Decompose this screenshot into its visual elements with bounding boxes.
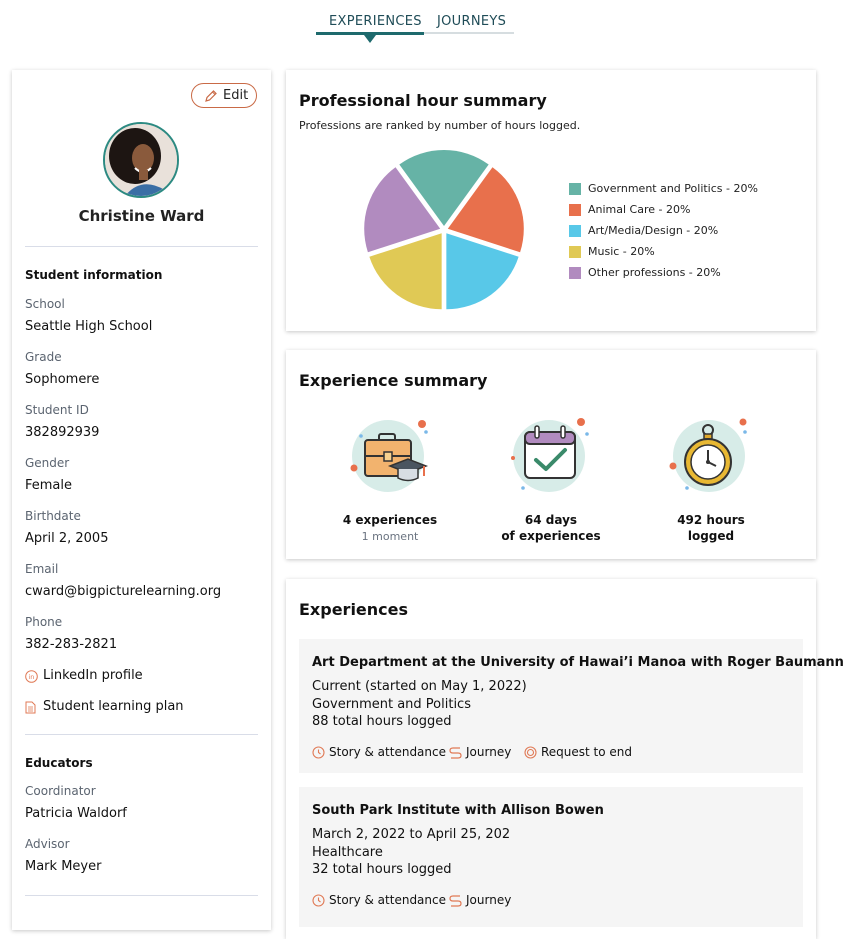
legend-swatch [569,267,581,279]
gender-label: Gender [25,456,70,470]
school-value: Seattle High School [25,319,153,334]
coordinator-label: Coordinator [25,784,96,798]
legend-label: Music - 20% [588,245,655,258]
journey-path-icon [449,746,462,759]
avatar-portrait-icon [105,124,177,196]
linkedin-icon [25,670,38,683]
stopwatch-icon [669,416,753,500]
stat-experiences [310,416,470,543]
tab-experiences[interactable]: EXPERIENCES [329,14,422,29]
experiences-title: Experiences [299,600,409,619]
stop-circle-icon [524,746,537,759]
avatar [103,122,179,198]
educators-heading: Educators [25,756,93,770]
legend-swatch [569,225,581,237]
edit-button[interactable] [191,83,257,108]
experience-title[interactable]: South Park Institute with Allison Bowen [312,803,604,818]
journey-path-icon [449,894,462,907]
stat-hours [631,416,791,544]
experience-profession: Government and Politics [312,697,471,712]
experience-hours: 88 total hours logged [312,714,452,729]
legend-swatch [569,183,581,195]
story-attendance-label: Story & attendance [329,745,446,759]
experience-hours: 32 total hours logged [312,862,452,877]
pie-chart [362,148,526,312]
stat-days-value: 64 days [524,513,578,527]
email-label: Email [25,562,59,576]
advisor-label: Advisor [25,837,70,851]
student-id-label: Student ID [25,403,89,417]
experience-summary-card [286,350,816,559]
stat-days-caption: of experiences [501,529,601,543]
clock-icon [312,894,325,907]
svg-text:in: in [28,673,35,682]
document-icon [25,701,36,714]
legend-label: Other professions - 20% [588,266,721,279]
email-value: cward@bigpicturelearning.org [25,584,222,599]
stat-experiences-value: 4 experiences [342,513,438,527]
briefcase-graduation-icon [348,416,432,500]
birthdate-label: Birthdate [25,509,81,523]
experiences-card [286,579,844,939]
calendar-check-icon [509,416,593,500]
tab-active-caret [364,35,376,43]
pencil-icon [204,89,218,103]
story-attendance-label: Story & attendance [329,893,446,907]
coordinator-value: Patricia Waldorf [25,806,127,821]
experience-profession: Healthcare [312,845,383,860]
linkedin-link-label: LinkedIn profile [43,668,143,683]
stat-days [471,416,631,544]
grade-label: Grade [25,350,62,364]
edit-button-label: Edit [223,88,249,103]
divider [25,734,258,735]
hour-summary-subtitle: Professions are ranked by number of hours logged. [299,119,581,132]
phone-label: Phone [25,615,63,629]
experience-summary-title: Experience summary [299,371,488,390]
journey-label: Journey [466,893,512,907]
hour-summary-title: Professional hour summary [299,91,547,110]
hour-summary-card [286,70,816,331]
legend-label: Animal Care - 20% [588,203,691,216]
clock-icon [312,746,325,759]
learning-plan-link-label: Student learning plan [43,699,184,714]
birthdate-value: April 2, 2005 [25,531,109,546]
profile-card [12,70,271,930]
legend-label: Art/Media/Design - 20% [588,224,719,237]
student-id-value: 382892939 [25,425,100,440]
grade-value: Sophomere [25,372,100,387]
legend-swatch [569,246,581,258]
phone-value: 382-283-2821 [25,637,118,652]
experience-dates: March 2, 2022 to April 25, 202 [312,827,511,842]
stat-moments-value: 1 moment [361,530,419,543]
tab-journeys[interactable]: JOURNEYS [437,14,507,29]
school-label: School [25,297,65,311]
tab-bar [0,0,844,50]
gender-value: Female [25,478,73,493]
legend-swatch [569,204,581,216]
experience-title[interactable]: Art Department at the University of Hawai’i Manoa with Roger Baumann [312,655,844,670]
list-item[interactable] [299,787,803,927]
student-name: Christine Ward [78,207,205,225]
list-item[interactable] [299,639,844,773]
divider [25,246,258,247]
legend-label: Government and Politics - 20% [588,182,758,195]
request-to-end-label: Request to end [541,745,633,759]
journey-label: Journey [466,745,512,759]
experience-dates: Current (started on May 1, 2022) [312,679,527,694]
divider [25,895,258,896]
stat-hours-caption: logged [687,529,735,543]
advisor-value: Mark Meyer [25,859,102,874]
student-info-heading: Student information [25,268,163,282]
stat-hours-value: 492 hours [677,513,745,527]
